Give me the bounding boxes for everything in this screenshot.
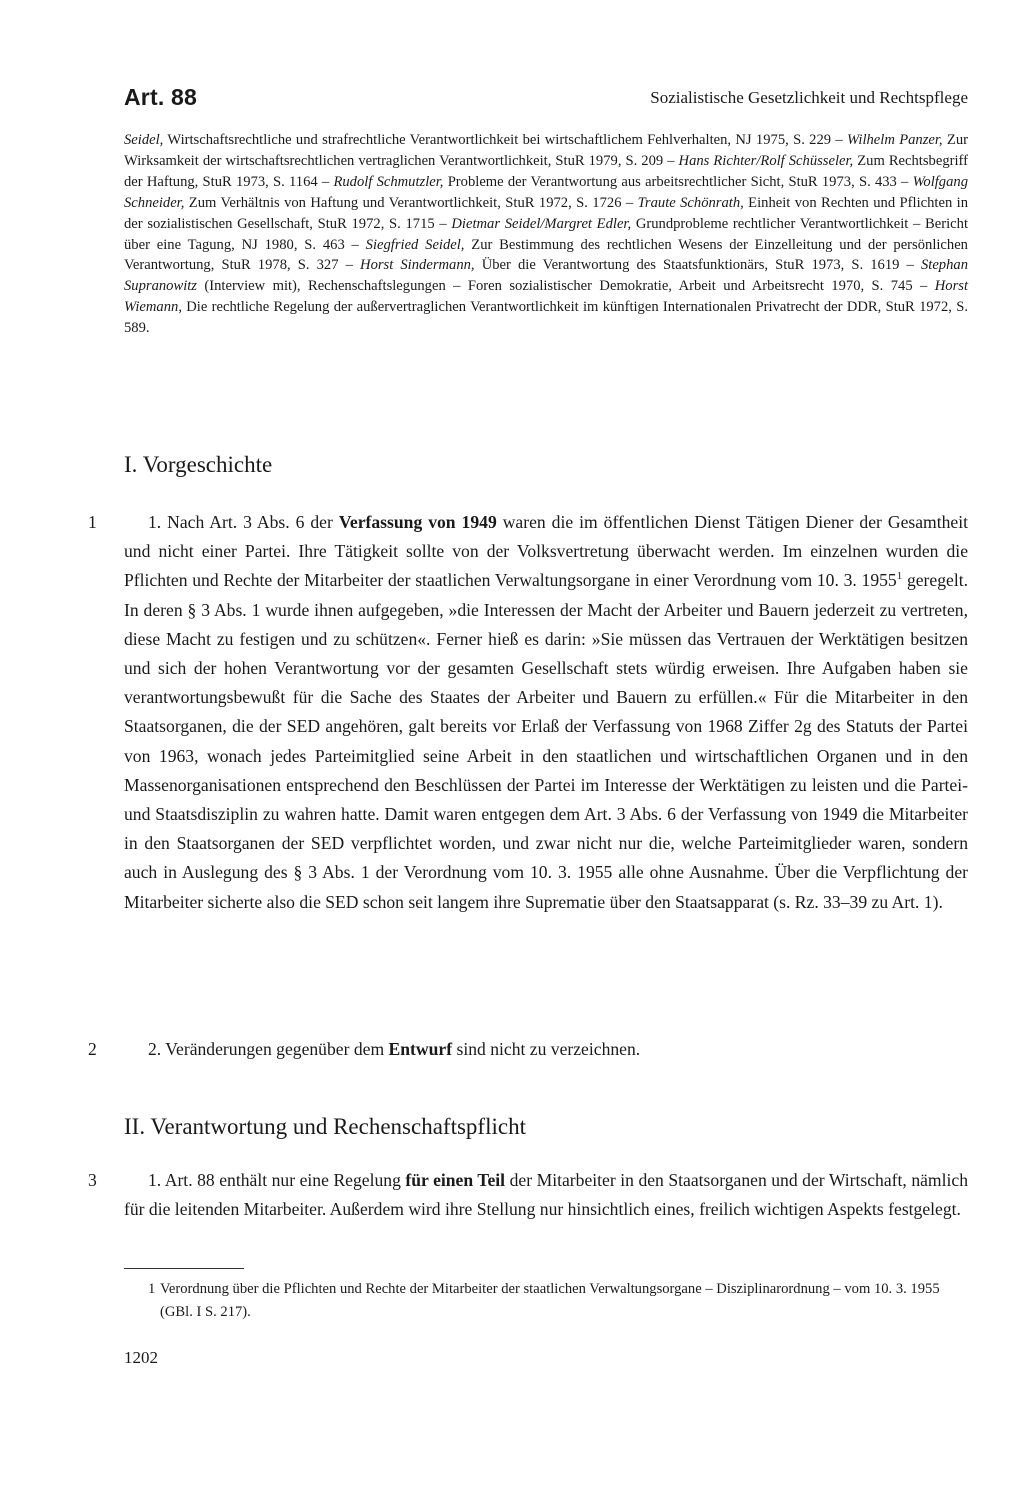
author-name: Seidel,: [124, 132, 164, 148]
bibliography-text: [124, 130, 968, 339]
text-run: Die rechtliche Regelung der außervertraglichen Verantwortlichkeit im künftigen Internationalen Privatrecht der DDR, StuR 1972, S. 589.: [124, 299, 968, 337]
footnote-entry: [124, 1278, 968, 1325]
footnote-divider: [124, 1268, 244, 1269]
footnote: [124, 1278, 968, 1325]
running-head: [124, 84, 968, 114]
text-run: Probleme der Verantwortung aus arbeitsrechtlicher Sicht, StuR 1973, S. 433 –: [443, 173, 913, 190]
text-run: Zum Verhältnis von Haftung und Verantwortlichkeit, StuR 1972, S. 1726 –: [184, 194, 638, 211]
author-name: Hans Richter/Rolf Schüsseler,: [678, 152, 854, 169]
author-name: Dietmar Seidel/Margret Edler,: [451, 215, 632, 232]
author-name: Horst Sindermann,: [360, 257, 475, 274]
paragraph-1: [88, 508, 969, 917]
emphasis: für einen Teil: [405, 1170, 506, 1190]
text-run: 2. Veränderungen gegenüber dem: [148, 1039, 389, 1059]
paragraph-text: [124, 1035, 968, 1064]
page-number: 1202: [124, 1348, 158, 1367]
text-run: Grundprobleme rechtlicher Verantwortlichkeit – Bericht über eine Tagung, NJ 1980, S. 463 –: [124, 215, 968, 253]
emphasis: Entwurf: [388, 1039, 453, 1059]
text-run: Zum Rechtsbegriff der Haftung, StuR 1973, S. 1164 –: [124, 152, 968, 190]
author-name: Traute Schönrath,: [637, 194, 744, 211]
text-run: der Mitarbeiter in den Staatsorganen und der Wirtschaft, nämlich für die leitenden Mitarbeiter. Außerdem wird ihre Stellung nur hinsichtlich eines, freilich wichtigen Aspekts festgelegt.: [124, 1170, 968, 1220]
author-name: Stephan Supranowitz: [124, 257, 968, 295]
section-heading-verantwortung: II. Verantwortung und Rechenschaftspflicht: [124, 1114, 526, 1139]
paragraph-text: [124, 1166, 968, 1224]
author-name: Wolfgang Schneider,: [124, 173, 968, 211]
text-run: 1. Nach Art. 3 Abs. 6 der: [148, 512, 339, 532]
footnote-reference: 1: [896, 570, 903, 583]
author-name: Wilhelm Panzer,: [847, 132, 943, 148]
text-run: Zur Bestimmung des rechtlichen Wesens der Einzelleitung und der persönlichen Verantwortung, StuR 1978, S. 327 –: [124, 236, 968, 274]
text-run: Wirtschaftsrechtliche und strafrechtliche Verantwortlichkeit bei wirtschaftlichem Fehlverhalten, NJ 1975, S. 229 –: [163, 132, 848, 148]
margin-number: 3: [88, 1170, 97, 1190]
paragraph-text: [124, 508, 968, 917]
footnote-text: Verordnung über die Pflichten und Rechte der Mitarbeiter der staatlichen Verwaltungsorgane – Disziplinarordnung – vom 10. 3. 1955 (GBl. I S. 217).: [160, 1281, 940, 1321]
section-title: Sozialistische Gesetzlichkeit und Rechtspflege: [650, 88, 968, 107]
margin-number: 2: [88, 1039, 97, 1059]
paragraph-2: [88, 1035, 968, 1064]
text-run: geregelt. In deren § 3 Abs. 1 wurde ihnen aufgegeben, »die Interessen der Macht der Arbeiter und Bauern jederzeit zu vertreten, diese Macht zu festigen und zu schützen«. Ferner hieß es darin: »Sie müssen das Vertrauen der Werktätigen besitzen und sich der hohen Verantwortung vor der gesamten Gesellschaft stets würdig erweisen. Ihre Aufgaben haben sie verantwortungsbewußt für die Sache des Staates der Arbeiter und Bauern zu erfüllen.« Für die Mitarbeiter in den Staatsorganen, die der SED angehören, galt bereits vor Erlaß der Verfassung von 1968 Ziffer 2g des Statuts der Partei von 1963, wonach jedes Parteimitglied seine Arbeit in den staatlichen und wirtschaftlichen Organen und in den Massenorganisationen entsprechend den Beschlüssen der Partei im Interesse der Werktätigen zu leisten und die Partei- und Staatsdisziplin zu wahren hatte. Damit waren entgegen dem Art. 3 Abs. 6 der Verfassung von 1949 die Mitarbeiter in den Staatsorganen der SED verpflichtet worden, und zwar nicht nur die, welche Parteimitglieder waren, sondern auch in Auslegung des § 3 Abs. 1 der Verordnung vom 10. 3. 1955 alle ohne Ausnahme. Über die Verpflichtung der Mitarbeiter sicherte also die SED schon seit langem ihre Suprematie über den Staatsapparat (s. Rz. 33–39 zu Art. 1).: [124, 570, 969, 912]
section-heading-vorgeschichte: I. Vorgeschichte: [124, 452, 273, 477]
author-name: Rudolf Schmutzler,: [333, 173, 444, 190]
text-run: sind nicht zu verzeichnen.: [452, 1039, 641, 1059]
paragraph-3: [88, 1166, 968, 1224]
text-run: (Interview mit), Rechenschaftslegungen – Foren sozialistischer Demokratie, Arbeit und Arbeitsrecht 1970, S. 745 –: [196, 278, 935, 295]
text-run: Zur Wirksamkeit der wirtschaftsrechtlichen vertraglichen Verantwortlichkeit, StuR 1979, S. 209 –: [124, 132, 968, 169]
text-run: Einheit von Rechten und Pflichten in der sozialistischen Gesellschaft, StuR 1972, S. 1715 –: [124, 194, 968, 232]
emphasis: Verfassung von 1949: [338, 512, 497, 532]
text-run: waren die im öffentlichen Dienst Tätigen Diener der Gesamtheit und nicht einer Partei. Ihre Tätigkeit sollte von der Volksvertretung überwacht werden. Im einzelnen wurden die Pflichten und Rechte der Mitarbeiter der staatlichen Verwaltungsorgane in einer Verordnung vom 10. 3. 1955: [124, 512, 968, 591]
text-run: 1. Art. 88 enthält nur eine Regelung: [148, 1170, 406, 1190]
author-name: Horst Wiemann,: [124, 278, 968, 316]
text-run: Über die Verantwortung des Staatsfunktionärs, StuR 1973, S. 1619 –: [474, 257, 921, 274]
author-name: Siegfried Seidel,: [365, 236, 465, 253]
margin-number: 1: [88, 512, 97, 532]
footnote-number: 1: [148, 1281, 156, 1297]
article-label: Art. 88: [124, 84, 197, 110]
bibliography-block: [124, 130, 968, 339]
